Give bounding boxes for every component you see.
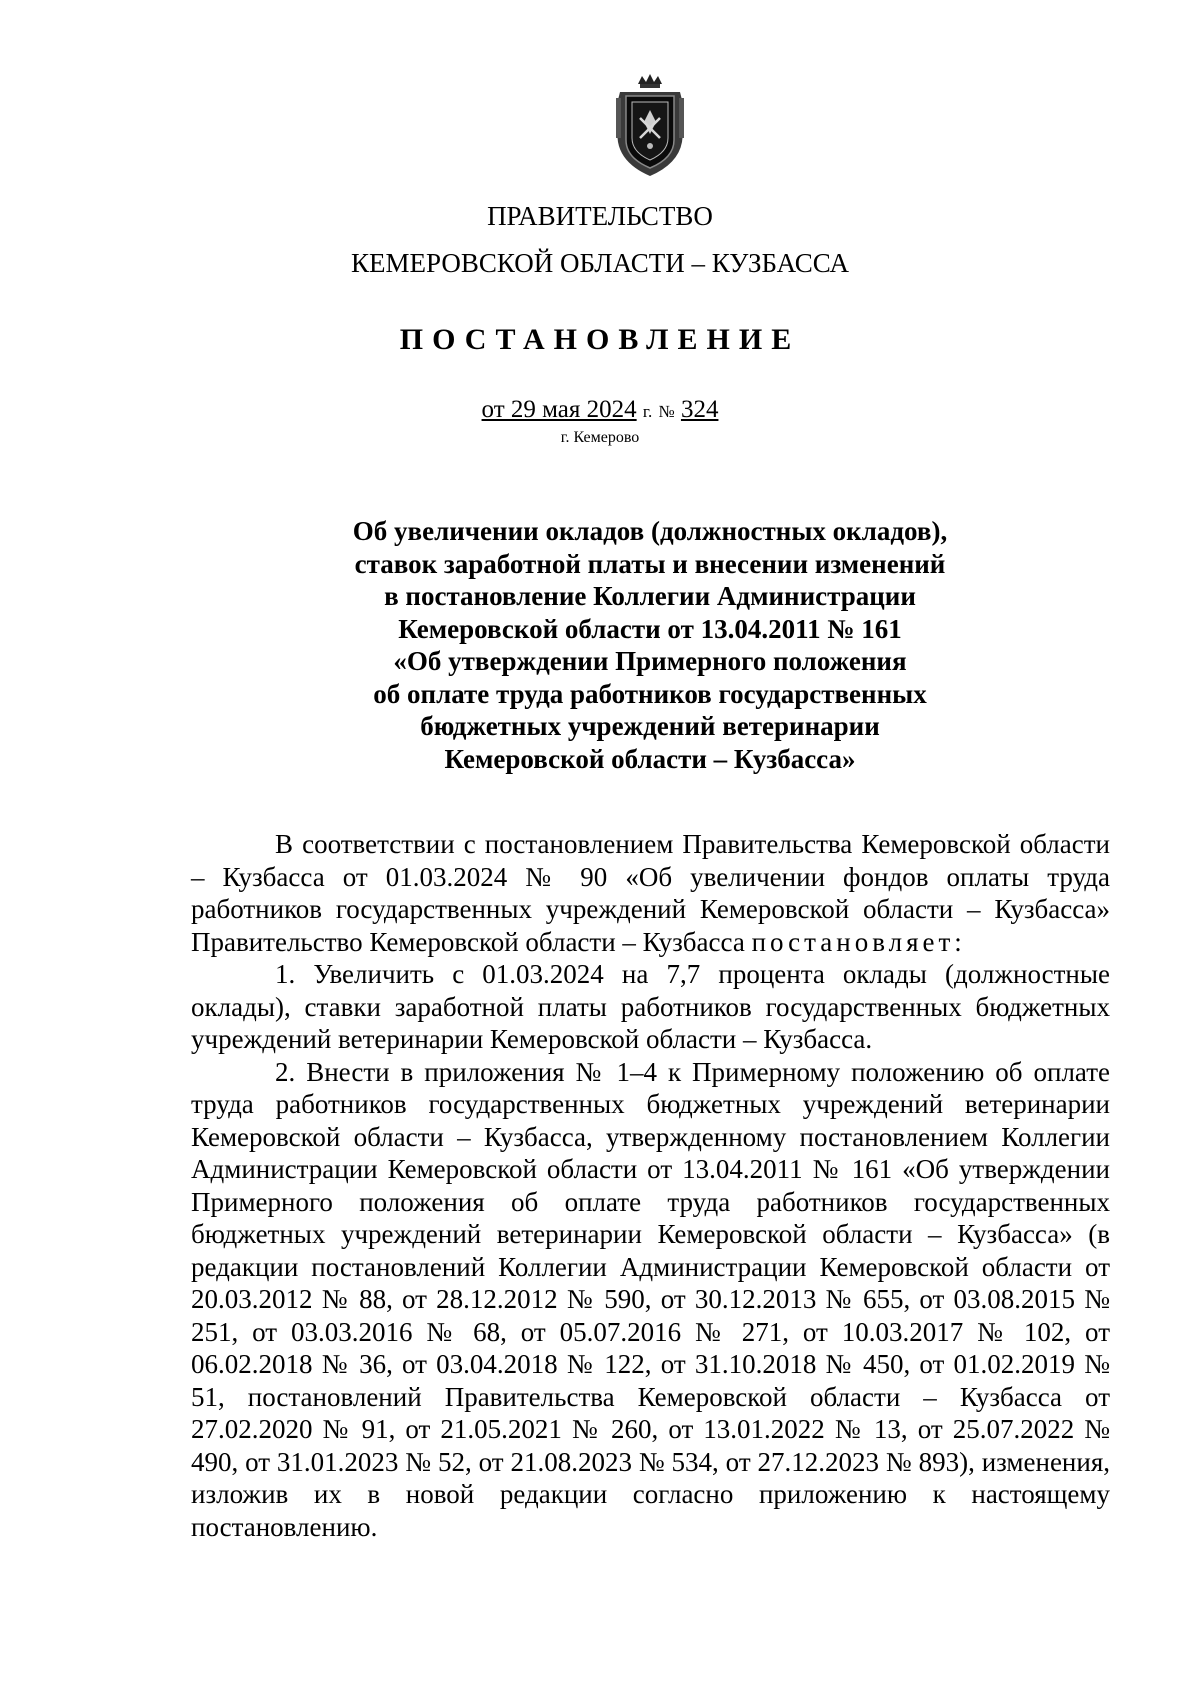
title-line: «Об утверждении Примерного положения	[393, 646, 907, 676]
year-suffix: г.	[642, 402, 653, 421]
preamble-text: В соответствии с постановлением Правительства Кемеровской области – Кузбасса от 01.03.2024 № 90 «Об увеличении фондов оплаты труда работников государственных учреждений Кемеровской области – Кузбасса» Правительство Кемеровской области – Кузбасса	[191, 829, 1110, 957]
title-line: Кемеровской области – Кузбасса»	[444, 743, 856, 774]
document-date-number-line	[0, 393, 1200, 429]
document-city: г. Кемерово	[560, 429, 640, 446]
document-number: 324	[680, 396, 719, 423]
document-date: от 29 мая 2024	[481, 396, 637, 423]
resolves-word: постановляет:	[751, 926, 966, 957]
coat-of-arms-icon	[610, 72, 690, 178]
title-line: в постановление Коллегии Администрации	[384, 581, 916, 611]
document-body	[191, 828, 1110, 1543]
preamble-paragraph	[191, 828, 1110, 958]
government-name-line-1: ПРАВИТЕЛЬСТВО	[487, 201, 713, 231]
title-line: ставок заработной платы и внесении изменений	[354, 548, 946, 579]
document-title	[300, 515, 1000, 775]
title-line: Кемеровской области от 13.04.2011 № 161	[398, 613, 902, 644]
government-name-line-2: КЕМЕРОВСКОЙ ОБЛАСТИ – КУЗБАССА	[351, 248, 849, 278]
item-2-paragraph: 2. Внести в приложения № 1–4 к Примерному положению об оплате труда работников государственных бюджетных учреждений ветеринарии Кемеровской области – Кузбасса, утвержденному постановлением Коллегии Администрации Кемеровской области от 13.04.2011 № 161 «Об утверждении Примерного положения об оплате труда работников государственных бюджетных учреждений ветеринарии Кемеровской области – Кузбасса» (в редакции постановлений Коллегии Администрации Кемеровской области от 20.03.2012 № 88, от 28.12.2012 № 590, от 30.12.2013 № 655, от 03.08.2015 № 251, от 03.03.2016 № 68, от 05.07.2016 № 271, от 10.03.2017 № 102, от 06.02.2018 № 36, от 03.04.2018 № 122, от 31.10.2018 № 450, от 01.02.2019 № 51, постановлений Правительства Кемеровской области – Кузбасса от 27.02.2020 № 91, от 21.05.2021 № 260, от 13.01.2022 № 13, от 25.07.2022 № 490, от 31.01.2023 № 52, от 21.08.2023 № 534, от 27.12.2023 № 893), изменения, изложив их в новой редакции согласно приложению к настоящему постановлению.	[191, 1056, 1110, 1542]
number-sign: №	[658, 402, 675, 421]
item-1-paragraph: 1. Увеличить с 01.03.2024 на 7,7 процента оклады (должностные оклады), ставки заработной платы работников государственных бюджетных учреждений ветеринарии Кемеровской области – Кузбасса.	[191, 959, 1110, 1054]
title-line: Об увеличении окладов (должностных окладов),	[352, 516, 948, 546]
title-line: бюджетных учреждений ветеринарии	[420, 711, 880, 741]
document-type-heading: ПОСТАНОВЛЕНИЕ	[399, 323, 801, 356]
title-line: об оплате труда работников государственных	[373, 678, 927, 709]
